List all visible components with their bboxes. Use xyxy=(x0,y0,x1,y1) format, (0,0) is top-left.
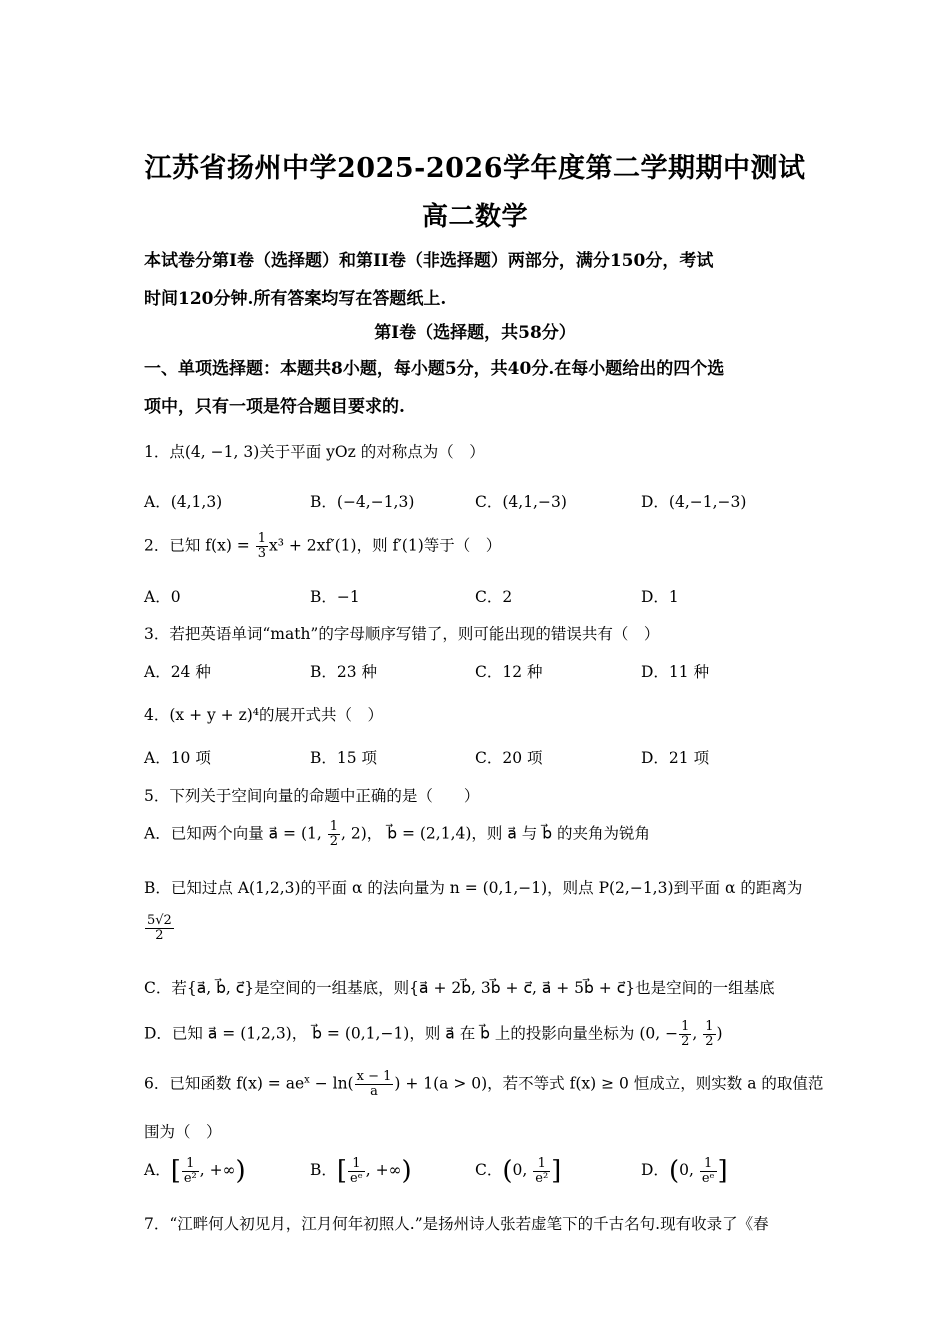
question-6-fraction-num: x − 1 xyxy=(356,1069,392,1084)
question-5-option-b-fraction-num: 5√2 xyxy=(147,913,172,928)
question-6-option-c-open: ( xyxy=(502,1156,513,1186)
question-5-option-d-separator: , xyxy=(692,1024,703,1043)
question-6-option-d-fraction xyxy=(700,1157,717,1186)
question-4-option-c: C．20 项 xyxy=(475,749,543,767)
question-6-option-a-rest: , +∞ xyxy=(199,1161,236,1179)
subject-title: 高二数学 xyxy=(421,202,528,232)
question-6-option-d xyxy=(641,1156,728,1186)
question-6-fraction-den: a xyxy=(370,1084,378,1099)
question-3-stem: 3．若把英语单词“math”的字母顺序写错了，则可能出现的错误共有（ ） xyxy=(144,625,660,643)
question-3-option-c: C．12 种 xyxy=(475,663,543,681)
question-2-fraction-num: 1 xyxy=(257,531,266,546)
question-3-option-b: B．23 种 xyxy=(310,663,378,681)
question-6-option-d-open: ( xyxy=(668,1156,680,1186)
question-6-option-c xyxy=(475,1156,561,1186)
question-4-option-a: A．10 项 xyxy=(144,749,211,767)
question-5-option-b-answer xyxy=(144,914,808,943)
question-5-option-d-fraction-2-den: 2 xyxy=(705,1034,714,1049)
question-1-stem: 1．点(4, −1, 3)关于平面 yOz 的对称点为（ ） xyxy=(144,443,485,461)
volume-heading: 第I卷（选择题，共58分） xyxy=(374,323,576,343)
question-6-stem-exponent: x xyxy=(304,1074,310,1086)
question-5-option-a xyxy=(144,820,808,849)
question-6-option-d-den: eᵉ xyxy=(701,1170,715,1186)
question-6-stem xyxy=(144,1069,824,1099)
instructions-line-2: 时间120分钟.所有答案均写在答题纸上. xyxy=(144,289,447,309)
question-1-option-d: D．(4,−1,−3) xyxy=(641,493,747,511)
question-6-option-c-num: 1 xyxy=(533,1157,550,1172)
exam-instructions xyxy=(144,242,808,318)
question-6-stem-suffix: ) + 1(a > 0)，若不等式 f(x) ≥ 0 恒成立，则实数 a 的取值范 xyxy=(394,1074,824,1093)
question-2-option-a: A．0 xyxy=(144,588,181,606)
question-4-option-d: D．21 项 xyxy=(641,749,710,767)
question-2-stem-prefix: 2．已知 f(x) = xyxy=(144,536,255,555)
question-6-stem-prefix: 6．已知函数 f(x) = ae xyxy=(144,1074,305,1093)
question-6-option-d-pre: 0, xyxy=(679,1161,699,1179)
question-5-option-d-prefix: D．已知 a⃗ = (1,2,3)， b⃗ = (0,1,−1)，则 a⃗ 在 b⃗ 上的投影向量坐标为 (0, − xyxy=(144,1024,679,1043)
question-6-option-a-fraction xyxy=(182,1157,199,1186)
question-5-option-a-fraction-num: 1 xyxy=(329,819,339,834)
section-heading-line-1: 一、单项选择题：本题共8小题，每小题5分，共40分.在每小题给出的四个选 xyxy=(144,359,725,379)
question-5-option-d-fraction-1-num: 1 xyxy=(681,1019,690,1034)
question-5-option-b-fraction-den: 2 xyxy=(155,928,164,943)
question-6-option-a-den: e² xyxy=(183,1170,197,1186)
question-6-stem-line-2: 围为（ ） xyxy=(144,1123,222,1141)
question-2-stem xyxy=(144,532,808,561)
question-6-option-c-label: C． xyxy=(475,1161,503,1179)
question-6-option-a xyxy=(144,1156,246,1186)
question-6-option-a-num: 1 xyxy=(182,1157,199,1172)
question-6-stem-mid: − ln( xyxy=(309,1074,354,1093)
question-6-option-a-close: ) xyxy=(235,1156,246,1186)
question-4-option-b: B．15 项 xyxy=(310,749,378,767)
question-2-fraction xyxy=(256,532,268,561)
question-6-option-b-open: [ xyxy=(336,1156,348,1186)
section-heading xyxy=(144,350,808,426)
instructions-line-1: 本试卷分第I卷（选择题）和第II卷（非选择题）两部分，满分150分，考试 xyxy=(144,251,714,271)
question-3-option-d: D．11 种 xyxy=(641,663,710,681)
question-5-option-d xyxy=(144,1020,808,1049)
question-6-option-a-open: [ xyxy=(170,1156,181,1186)
question-5-option-a-prefix: A．已知两个向量 a⃗ = (1, xyxy=(144,824,327,843)
question-6-option-d-num: 1 xyxy=(700,1157,717,1172)
question-5-option-d-suffix: ) xyxy=(716,1024,723,1043)
question-1-option-c: C．(4,1,−3) xyxy=(475,493,567,511)
question-5-option-a-fraction-den: 2 xyxy=(329,834,339,849)
question-5-option-c: C．若{a⃗, b⃗, c⃗}是空间的一组基底，则{a⃗ + 2b⃗, 3b⃗ + c⃗, a⃗ + 5b⃗ + c⃗}也是空间的一组基底 xyxy=(144,979,775,997)
question-5-option-d-fraction-2 xyxy=(703,1020,715,1049)
question-2-option-b: B．−1 xyxy=(310,588,360,606)
question-6-option-c-den: e² xyxy=(535,1170,549,1186)
question-2-fraction-den: 3 xyxy=(257,546,266,561)
question-5-option-a-suffix: , 2)， b⃗ = (2,1,4)，则 a⃗ 与 b⃗ 的夹角为锐角 xyxy=(341,824,650,843)
question-7-stem: 7．“江畔何人初见月，江月何年初照人.”是扬州诗人张若虚笔下的千古名句.现有收录了《春 xyxy=(144,1215,769,1233)
question-6-option-b-rest: , +∞ xyxy=(365,1161,402,1179)
question-6-option-c-close: ] xyxy=(551,1156,562,1186)
question-4-stem: 4．(x + y + z)⁴的展开式共（ ） xyxy=(144,706,384,724)
question-6-option-c-fraction xyxy=(533,1157,550,1186)
section-heading-line-2: 项中，只有一项是符合题目要求的. xyxy=(144,397,405,417)
question-2-option-c: C．2 xyxy=(475,588,513,606)
question-6-option-d-close: ] xyxy=(717,1156,728,1186)
question-5-option-b: B．已知过点 A(1,2,3)的平面 α 的法向量为 n = (0,1,−1)，则点 P(2,−1,3)到平面 α 的距离为 xyxy=(144,879,803,897)
question-6-option-b-close: ) xyxy=(401,1156,412,1186)
question-5-stem: 5．下列关于空间向量的命题中正确的是（ ） xyxy=(144,787,480,805)
question-5-option-b-fraction xyxy=(145,914,174,943)
question-2-option-d: D．1 xyxy=(641,588,679,606)
question-6-option-a-label: A． xyxy=(144,1161,171,1179)
question-5-option-d-fraction-1 xyxy=(679,1020,691,1049)
exam-title: 江苏省扬州中学2025-2026学年度第二学期期中测试 xyxy=(144,153,806,184)
question-6-option-b-label: B． xyxy=(310,1161,337,1179)
question-6-option-c-pre: 0, xyxy=(512,1161,533,1179)
question-5-option-a-fraction xyxy=(328,820,340,849)
question-1-option-a: A．(4,1,3) xyxy=(144,493,223,511)
question-6-option-b xyxy=(310,1156,412,1186)
question-2-stem-suffix: x³ + 2xf′(1)，则 f′(1)等于（ ） xyxy=(268,536,502,555)
question-6-fraction xyxy=(355,1070,394,1099)
question-3-option-a: A．24 种 xyxy=(144,663,211,681)
question-5-option-d-fraction-1-den: 2 xyxy=(681,1034,690,1049)
question-6-option-b-fraction xyxy=(348,1157,365,1186)
question-1-option-b: B．(−4,−1,3) xyxy=(310,493,415,511)
question-5-option-d-fraction-2-num: 1 xyxy=(705,1019,714,1034)
question-6-option-b-num: 1 xyxy=(348,1157,365,1172)
question-6-option-d-label: D． xyxy=(641,1161,669,1179)
question-6-option-b-den: eᵉ xyxy=(350,1170,363,1186)
